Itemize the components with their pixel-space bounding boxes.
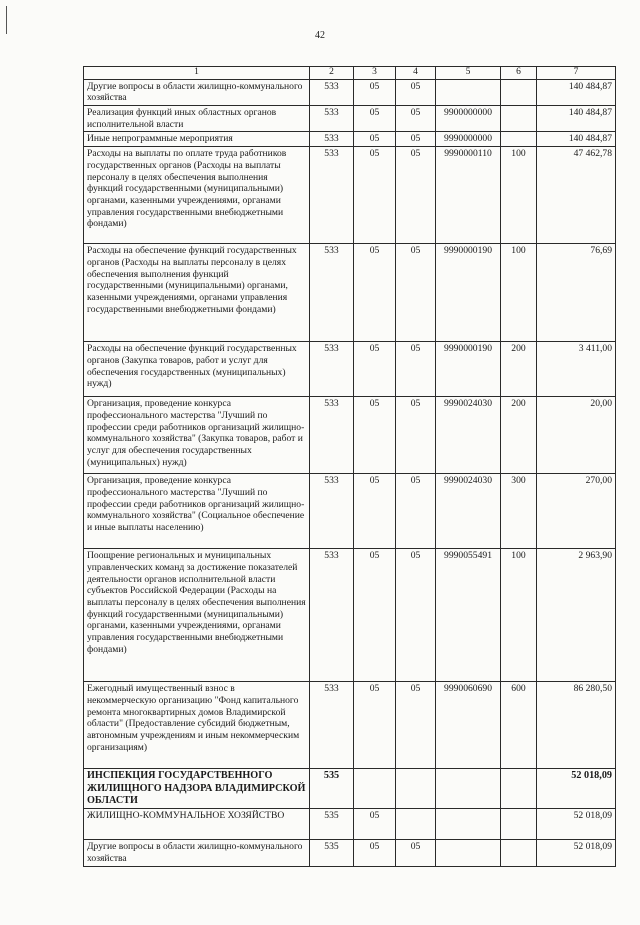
ministry-code-cell: 535 xyxy=(310,809,354,840)
section-code-cell: 05 xyxy=(354,682,396,769)
item-name-cell: ИНСПЕКЦИЯ ГОСУДАРСТВЕННОГО ЖИЛИЩНОГО НАДЗОРА ВЛАДИМИРСКОЙ ОБЛАСТИ xyxy=(84,769,310,809)
section-code-cell: 05 xyxy=(354,79,396,105)
target-article-cell xyxy=(436,840,501,867)
target-article-cell: 9990060690 xyxy=(436,682,501,769)
subsection-code-cell: 05 xyxy=(396,79,436,105)
subsection-code-cell: 05 xyxy=(396,244,436,342)
table-row xyxy=(84,682,616,769)
subsection-code-cell: 05 xyxy=(396,147,436,244)
ministry-code-cell: 533 xyxy=(310,79,354,105)
item-name-cell: Другие вопросы в области жилищно-коммунального хозяйства xyxy=(84,79,310,105)
subsection-code-cell: 05 xyxy=(396,105,436,131)
item-name-cell: Иные непрограммные мероприятия xyxy=(84,132,310,147)
item-name-cell: Расходы на выплаты по оплате труда работников государственных органов (Расходы на выплаты персоналу в целях обеспечения выполнения функций государственными (муниципальными) органами, казенными учреждениями, органами управления государственными внебюджетными фондами) xyxy=(84,147,310,244)
subsection-code-cell: 05 xyxy=(396,132,436,147)
expense-type-cell xyxy=(501,105,537,131)
target-article-cell xyxy=(436,809,501,840)
target-article-cell: 9990000110 xyxy=(436,147,501,244)
target-article-cell: 9990000000 xyxy=(436,132,501,147)
table-row xyxy=(84,105,616,131)
amount-cell: 86 280,50 xyxy=(537,682,616,769)
section-code-cell: 05 xyxy=(354,840,396,867)
expense-type-cell xyxy=(501,840,537,867)
table-row xyxy=(84,244,616,342)
ministry-code-cell: 535 xyxy=(310,840,354,867)
amount-cell: 2 963,90 xyxy=(537,549,616,682)
expense-type-cell xyxy=(501,132,537,147)
item-name-cell: Поощрение региональных и муниципальных управленческих команд за достижение показателей деятельности органов исполнительной власти субъектов Российской Федерации (Расходы на выплаты персоналу в целях обеспечения выполнения функций государственными (муниципальными) органами, казенными учреждениями, органами управления государственными внебюджетными фондами) xyxy=(84,549,310,682)
amount-cell: 52 018,09 xyxy=(537,840,616,867)
target-article-cell: 9990000190 xyxy=(436,342,501,397)
budget-table xyxy=(83,66,616,867)
item-name-cell: Реализация функций иных областных органов исполнительной власти xyxy=(84,105,310,131)
ministry-code-cell: 533 xyxy=(310,474,354,549)
expense-type-cell xyxy=(501,79,537,105)
column-number: 1 xyxy=(84,67,310,80)
page-number: 42 xyxy=(315,30,325,41)
item-name-cell: Другие вопросы в области жилищно-коммунального хозяйства xyxy=(84,840,310,867)
expense-type-cell: 300 xyxy=(501,474,537,549)
section-code-cell: 05 xyxy=(354,549,396,682)
item-name-cell: Расходы на обеспечение функций государственных органов (Закупка товаров, работ и услуг для обеспечения государственных (муниципальных) нужд) xyxy=(84,342,310,397)
target-article-cell: 9990055491 xyxy=(436,549,501,682)
column-number: 3 xyxy=(354,67,396,80)
target-article-cell: 9990000190 xyxy=(436,244,501,342)
amount-cell: 140 484,87 xyxy=(537,132,616,147)
amount-cell: 270,00 xyxy=(537,474,616,549)
item-name-cell: Организация, проведение конкурса профессионального мастерства "Лучший по профессии среди работников организаций жилищно-коммунального хозяйства" (Закупка товаров, работ и услуг для обеспечения государственных (муниципальных) нужд) xyxy=(84,397,310,474)
section-code-cell: 05 xyxy=(354,809,396,840)
ministry-code-cell: 533 xyxy=(310,105,354,131)
table-row xyxy=(84,147,616,244)
subsection-code-cell xyxy=(396,769,436,809)
section-code-cell: 05 xyxy=(354,132,396,147)
expense-type-cell: 200 xyxy=(501,342,537,397)
ministry-code-cell: 535 xyxy=(310,769,354,809)
amount-cell: 3 411,00 xyxy=(537,342,616,397)
section-code-cell: 05 xyxy=(354,147,396,244)
subsection-code-cell: 05 xyxy=(396,342,436,397)
expense-type-cell: 200 xyxy=(501,397,537,474)
amount-cell: 52 018,09 xyxy=(537,769,616,809)
subsection-code-cell: 05 xyxy=(396,840,436,867)
ministry-code-cell: 533 xyxy=(310,132,354,147)
section-code-cell: 05 xyxy=(354,397,396,474)
ministry-code-cell: 533 xyxy=(310,244,354,342)
table-row xyxy=(84,79,616,105)
expense-type-cell: 600 xyxy=(501,682,537,769)
amount-cell: 20,00 xyxy=(537,397,616,474)
column-number: 5 xyxy=(436,67,501,80)
column-number: 6 xyxy=(501,67,537,80)
table-row xyxy=(84,769,616,809)
expense-type-cell xyxy=(501,769,537,809)
table-row xyxy=(84,549,616,682)
target-article-cell xyxy=(436,79,501,105)
section-code-cell xyxy=(354,769,396,809)
subsection-code-cell: 05 xyxy=(396,682,436,769)
subsection-code-cell: 05 xyxy=(396,549,436,682)
table-row xyxy=(84,132,616,147)
table-body xyxy=(84,79,616,867)
table-row xyxy=(84,809,616,840)
item-name-cell: ЖИЛИЩНО-КОММУНАЛЬНОЕ ХОЗЯЙСТВО xyxy=(84,809,310,840)
column-number: 4 xyxy=(396,67,436,80)
ministry-code-cell: 533 xyxy=(310,682,354,769)
ministry-code-cell: 533 xyxy=(310,147,354,244)
item-name-cell: Расходы на обеспечение функций государственных органов (Расходы на выплаты персоналу в целях обеспечения выполнения функций государственными (муниципальными) органами, казенными учреждениями, органами управления государственными внебюджетными фондами) xyxy=(84,244,310,342)
column-number-row xyxy=(84,67,616,80)
target-article-cell: 9900000000 xyxy=(436,105,501,131)
subsection-code-cell: 05 xyxy=(396,474,436,549)
column-number: 7 xyxy=(537,67,616,80)
table-row xyxy=(84,840,616,867)
expense-type-cell: 100 xyxy=(501,244,537,342)
target-article-cell xyxy=(436,769,501,809)
target-article-cell: 9990024030 xyxy=(436,474,501,549)
item-name-cell: Организация, проведение конкурса профессионального мастерства "Лучший по профессии среди работников организаций жилищно-коммунального хозяйства" (Социальное обеспечение и иные выплаты населению) xyxy=(84,474,310,549)
table-row xyxy=(84,474,616,549)
ministry-code-cell: 533 xyxy=(310,397,354,474)
column-number: 2 xyxy=(310,67,354,80)
ministry-code-cell: 533 xyxy=(310,549,354,682)
section-code-cell: 05 xyxy=(354,474,396,549)
expense-type-cell xyxy=(501,809,537,840)
section-code-cell: 05 xyxy=(354,244,396,342)
amount-cell: 140 484,87 xyxy=(537,79,616,105)
table-row xyxy=(84,342,616,397)
amount-cell: 140 484,87 xyxy=(537,105,616,131)
section-code-cell: 05 xyxy=(354,105,396,131)
amount-cell: 52 018,09 xyxy=(537,809,616,840)
item-name-cell: Ежегодный имущественный взнос в некоммерческую организацию "Фонд капитального ремонта многоквартирных домов Владимирской области" (Предоставление субсидий бюджетным, автономным учреждениям и иным некоммерческим организациям) xyxy=(84,682,310,769)
subsection-code-cell: 05 xyxy=(396,397,436,474)
section-code-cell: 05 xyxy=(354,342,396,397)
table-row xyxy=(84,397,616,474)
expense-type-cell: 100 xyxy=(501,549,537,682)
target-article-cell: 9990024030 xyxy=(436,397,501,474)
ministry-code-cell: 533 xyxy=(310,342,354,397)
amount-cell: 76,69 xyxy=(537,244,616,342)
amount-cell: 47 462,78 xyxy=(537,147,616,244)
expense-type-cell: 100 xyxy=(501,147,537,244)
subsection-code-cell xyxy=(396,809,436,840)
